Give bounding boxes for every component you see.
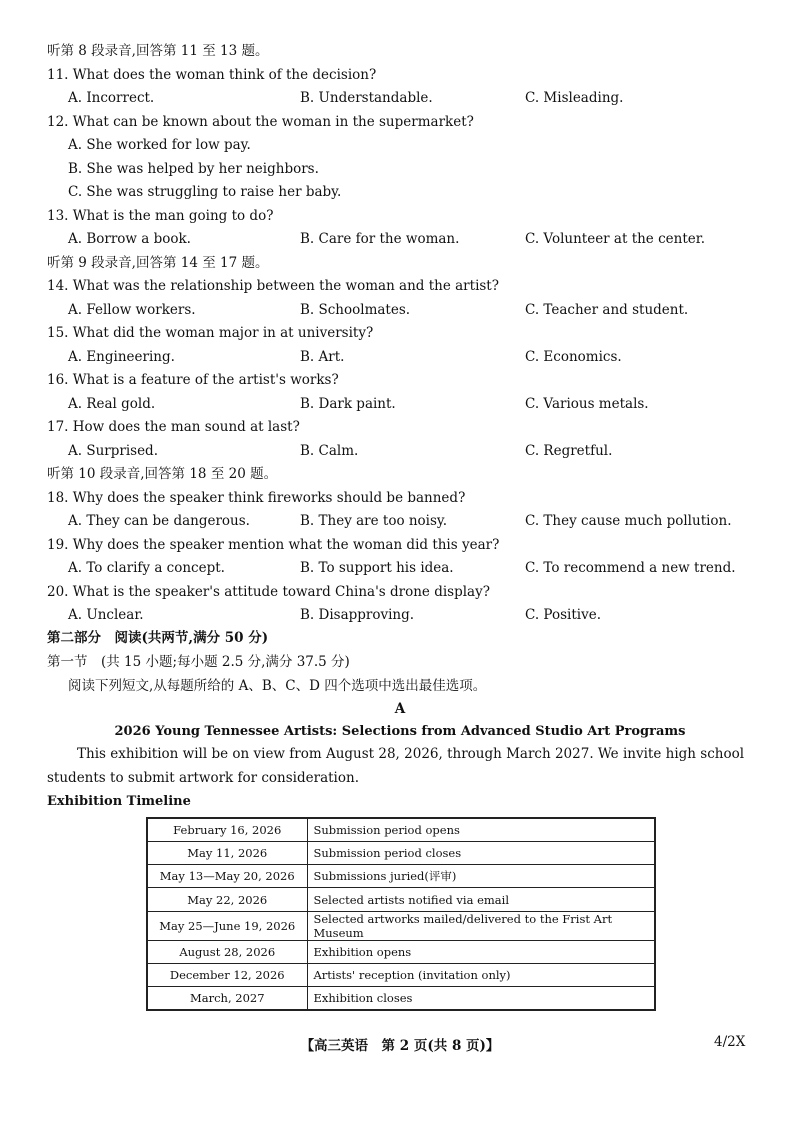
question-20: 20. What is the speaker's attitude toward China's drone display?: [47, 584, 490, 600]
part-2-section-1-heading: 第一节 (共 15 小题;每小题 2.5 分,满分 37.5 分): [47, 654, 350, 670]
question-16-option-c: C. Various metals.: [525, 396, 649, 412]
table-row: [147, 818, 655, 841]
timeline-event: Submission period opens: [307, 818, 655, 841]
question-16-option-b: B. Dark paint.: [300, 396, 396, 412]
question-19: 19. Why does the speaker mention what the woman did this year?: [47, 537, 500, 553]
page-code: 4/2X: [714, 1034, 746, 1050]
timeline-heading: Exhibition Timeline: [47, 794, 191, 809]
question-13-option-b: B. Care for the woman.: [300, 231, 460, 247]
question-16-option-a: A. Real gold.: [68, 396, 156, 412]
question-14-option-b: B. Schoolmates.: [300, 302, 411, 318]
question-12-option-a: A. She worked for low pay.: [68, 137, 251, 153]
question-13-option-c: C. Volunteer at the center.: [525, 231, 706, 247]
question-15-option-a: A. Engineering.: [68, 349, 175, 365]
timeline-event: Exhibition closes: [307, 987, 655, 1010]
question-15: 15. What did the woman major in at university?: [47, 325, 374, 341]
passage-letter: A: [394, 701, 406, 717]
question-13: 13. What is the man going to do?: [47, 208, 274, 224]
question-12-option-b: B. She was helped by her neighbors.: [68, 161, 319, 177]
table-row: [147, 888, 655, 911]
question-20-option-a: A. Unclear.: [68, 607, 144, 623]
reading-instruction: 阅读下列短文,从每题所给的 A、B、C、D 四个选项中选出最佳选项。: [68, 678, 487, 694]
timeline-event: Submissions juried(评审): [307, 865, 655, 888]
section-10-instruction: 听第 10 段录音,回答第 18 至 20 题。: [47, 466, 278, 482]
timeline-date: March, 2027: [147, 987, 307, 1010]
timeline-date: February 16, 2026: [147, 818, 307, 841]
passage-paragraph: This exhibition will be on view from August 28, 2026, through March 2027. We invite high school students to submit artwork for consideration.: [47, 746, 745, 786]
question-19-option-c: C. To recommend a new trend.: [525, 560, 736, 576]
timeline-date: May 13—May 20, 2026: [147, 865, 307, 888]
page-footer: 【高三英语 第 2 页(共 8 页)】: [300, 1038, 500, 1054]
section-9-instruction: 听第 9 段录音,回答第 14 至 17 题。: [47, 255, 269, 271]
timeline-date: December 12, 2026: [147, 963, 307, 986]
table-row: [147, 865, 655, 888]
question-20-option-c: C. Positive.: [525, 607, 601, 623]
question-15-option-c: C. Economics.: [525, 349, 622, 365]
section-8-instruction: 听第 8 段录音,回答第 11 至 13 题。: [47, 43, 269, 59]
timeline-event: Submission period closes: [307, 841, 655, 864]
question-14-option-a: A. Fellow workers.: [68, 302, 196, 318]
timeline-date: May 11, 2026: [147, 841, 307, 864]
question-14-option-c: C. Teacher and student.: [525, 302, 689, 318]
timeline-date: August 28, 2026: [147, 940, 307, 963]
question-18-option-c: C. They cause much pollution.: [525, 513, 732, 529]
question-16: 16. What is a feature of the artist's works?: [47, 372, 339, 388]
question-17-option-a: A. Surprised.: [68, 443, 158, 459]
question-19-option-a: A. To clarify a concept.: [68, 560, 225, 576]
table-row: [147, 911, 655, 940]
timeline-table: [146, 817, 656, 1011]
timeline-event: Exhibition opens: [307, 940, 655, 963]
timeline-event: Selected artists notified via email: [307, 888, 655, 911]
passage-title: 2026 Young Tennessee Artists: Selections from Advanced Studio Art Programs: [114, 724, 686, 739]
question-12-option-c: C. She was struggling to raise her baby.: [68, 184, 342, 200]
question-17-option-b: B. Calm.: [300, 443, 359, 459]
part-2-heading: 第二部分 阅读(共两节,满分 50 分): [47, 630, 269, 646]
question-12: 12. What can be known about the woman in the supermarket?: [47, 114, 474, 130]
question-11-option-b: B. Understandable.: [300, 90, 433, 106]
timeline-event: Selected artworks mailed/delivered to the Frist Art Museum: [307, 911, 655, 940]
question-20-option-b: B. Disapproving.: [300, 607, 415, 623]
question-11-option-a: A. Incorrect.: [68, 90, 155, 106]
table-row: [147, 987, 655, 1010]
question-14: 14. What was the relationship between the woman and the artist?: [47, 278, 499, 294]
question-19-option-b: B. To support his idea.: [300, 560, 454, 576]
question-11: 11. What does the woman think of the decision?: [47, 67, 377, 83]
table-row: [147, 940, 655, 963]
question-13-option-a: A. Borrow a book.: [68, 231, 191, 247]
table-row: [147, 963, 655, 986]
question-17-option-c: C. Regretful.: [525, 443, 613, 459]
question-15-option-b: B. Art.: [300, 349, 345, 365]
question-11-option-c: C. Misleading.: [525, 90, 624, 106]
question-18: 18. Why does the speaker think fireworks should be banned?: [47, 490, 466, 506]
question-18-option-a: A. They can be dangerous.: [68, 513, 250, 529]
timeline-event: Artists' reception (invitation only): [307, 963, 655, 986]
timeline-date: May 25—June 19, 2026: [147, 911, 307, 940]
question-18-option-b: B. They are too noisy.: [300, 513, 448, 529]
table-row: [147, 841, 655, 864]
question-17: 17. How does the man sound at last?: [47, 419, 300, 435]
timeline-date: May 22, 2026: [147, 888, 307, 911]
